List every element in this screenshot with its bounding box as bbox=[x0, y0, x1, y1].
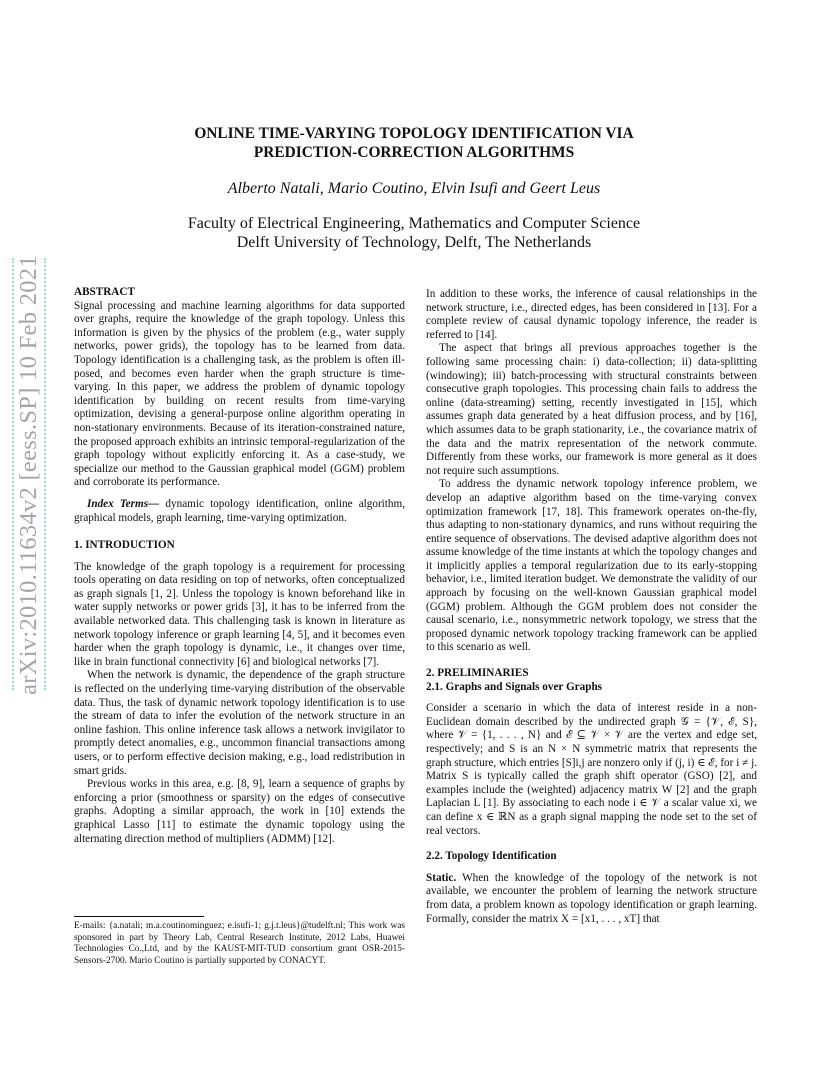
title-line-1: ONLINE TIME-VARYING TOPOLOGY IDENTIFICATION VIA bbox=[194, 125, 634, 142]
arxiv-stamp: arXiv:2010.11634v2 [eess.SP] 10 Feb 2021 bbox=[15, 255, 42, 695]
right-column bbox=[426, 288, 757, 926]
footnote-rule bbox=[74, 916, 204, 917]
index-terms bbox=[74, 498, 405, 525]
affiliation-line-1: Faculty of Electrical Engineering, Mathematics and Computer Science bbox=[187, 215, 641, 232]
intro-paragraph-1: The knowledge of the graph topology is a requirement for processing tools operating on data residing on top of networks, often conceptualized as graph signals [1, 2]. Unless the topology is known beforehand like in water supply networks or power grids [3], it has to be inferred from the available networked data. This challenging task is known in literature as network topology inference or graph learning [4, 5], and it becomes even harder when the graph topology is dynamic, i.e., it changes over time, like in brain functional connectivity [6] and biological networks [7]. bbox=[74, 560, 405, 668]
title-line-2: PREDICTION-CORRECTION ALGORITHMS bbox=[253, 144, 575, 161]
paper-title bbox=[100, 124, 728, 162]
affiliation-line-2: Delft University of Technology, Delft, The Netherlands bbox=[236, 233, 592, 251]
static-lead: Static. bbox=[426, 871, 457, 884]
section-2-2-text bbox=[426, 872, 757, 926]
section-2-2-heading: 2.2. Topology Identification bbox=[426, 850, 557, 863]
footnote-text: E-mails: {a.natali; m.a.coutinominguez; e.isufi-1; g.j.t.leus}@tudelft.nl; This work was sponsored in part by Theory Lab, Central Research Institute, 2012 Labs, Huawei Technologies Co.,Ltd, and by the KAUST-MIT-TUD consortium grant OSR-2015-Sensors-2700. Mario Coutino is partially supported by CONACYT. bbox=[74, 921, 405, 967]
right-paragraph-1: In addition to these works, the inference of causal relationships in the network structure, i.e., directed edges, has been considered in [13]. For a complete review of causal dynamic topology inference, the reader is referred to [14]. bbox=[426, 288, 757, 341]
abstract-text: Signal processing and machine learning algorithms for data supported over graphs, require the knowledge of the graph topology. Unless this information is given by the physics of the problem (e.g., water supply networks, power grids), the topology has to be learned from data. Topology identification is a challenging task, as the problem is often ill-posed, and becomes even harder when the graph structure is time-varying. In this paper, we address the problem of dynamic topology identification by building on recent results from time-varying optimization, devising a general-purpose online algorithm operating in non-stationary environments. Because of its iteration-constrained nature, the proposed approach exhibits an intrinsic temporal-regularization of the graph topology without explicitly enforcing it. As a case-study, we specialize our method to the Gaussian graphical model (GGM) problem and corroborate its performance. bbox=[74, 299, 405, 489]
section-2-heading: 2. PRELIMINARIES bbox=[426, 667, 529, 680]
right-paragraph-3: To address the dynamic network topology inference problem, we develop an adaptive algorithm based on the time-varying convex optimization framework [17, 18]. This framework operates on-the-fly, thus adapting to non-stationary dynamics, and runs without requiring the entire sequence of observations. The devised adaptive algorithm does not assume knowledge of the time instants at which the topology changes and it implicitly applies a temporal regularization due to its early-stopping behavior, i.e., limited iteration budget. We demonstrate the validity of our approach by focusing on the well-known Gaussian graphical model (GGM) problem. Although the GGM problem does not consider the causal scenario, i.e., nonsymmetric network topology, we stress that the proposed dynamic network topology tracking framework can be applied to this scenario as well. bbox=[426, 478, 757, 654]
abstract-heading: ABSTRACT bbox=[74, 286, 135, 298]
left-column bbox=[74, 286, 405, 846]
intro-paragraph-2: When the network is dynamic, the dependence of the graph structure is reflected on the underlying time-varying distribution of the observable data. Thus, the task of dynamic network topology identification is to use the stream of data to infer the evolution of the network structure in an online fashion. This online inference task allows a network invigilator to promptly detect anomalies, e.g., uncommon financial transactions among users, or to perform effective decision making, e.g., load redistribution in smart grids. bbox=[74, 669, 405, 777]
intro-paragraph-3: Previous works in this area, e.g. [8, 9], learn a sequence of graphs by enforcing a prior (smoothness or sparsity) on the edges of consecutive graphs. Adopting a similar approach, the work in [10] extends the graphical Lasso [11] to estimate the dynamic topology using the alternating direction method of multipliers (ADMM) [12]. bbox=[74, 778, 405, 845]
right-paragraph-2: The aspect that brings all previous approaches together is the following same processing chain: i) data-collection; ii) data-splitting (windowing); iii) batch-processing with structural constraints between consecutive graph topologies. This processing chain fails to address the online (data-streaming) setting, recently investigated in [15], which assumes graph data generated by a heat diffusion process, and by [16], which assumes data to be graph stationarity, i.e., the covariance matrix of the data and the matrix representation of the network commute. Differently from these works, our framework is more general as it does not require such assumptions. bbox=[426, 342, 757, 477]
section-1-heading: 1. INTRODUCTION bbox=[74, 539, 175, 552]
section-2-1-text: Consider a scenario in which the data of interest reside in a non-Euclidean domain described by the undirected graph 𝒢 = {𝒱, ℰ, S}, where 𝒱 = {1, . . . , N} and ℰ ⊆ 𝒱 × 𝒱 are the vertex and edge set, respectively; and S is an N × N symmetric matrix that represents the graph structure, which entries [S]i,j are nonzero only if (j, i) ∈ ℰ, for i ≠ j. Matrix S is typically called the graph shift operator (GSO) [2], and examples include the (weighted) adjacency matrix W [2] and the graph Laplacian L [1]. By associating to each node i ∈ 𝒱 a scalar value xi, we can define x ∈ ℝN as a graph signal mapping the node set to the set of real vectors. bbox=[426, 702, 757, 837]
stamp-border-left bbox=[12, 258, 14, 690]
static-text: When the knowledge of the topology of the network is not available, we encounter the problem of learning the network structure from data, a problem known as topology identification or graph learning. Formally, consider the matrix X = [x1, . . . , xT] that bbox=[426, 871, 757, 925]
stamp-border-right bbox=[44, 258, 46, 690]
footnote bbox=[74, 916, 405, 968]
author-list: Alberto Natali, Mario Coutino, Elvin Isufi and Geert Leus bbox=[227, 180, 601, 197]
index-terms-label: Index Terms— bbox=[87, 497, 160, 510]
index-terms-text: dynamic topology identification, online algorithm, graphical models, graph learning, time-varying optimization. bbox=[74, 497, 405, 524]
affiliation bbox=[100, 215, 728, 252]
section-2-1-heading: 2.1. Graphs and Signals over Graphs bbox=[426, 680, 603, 693]
